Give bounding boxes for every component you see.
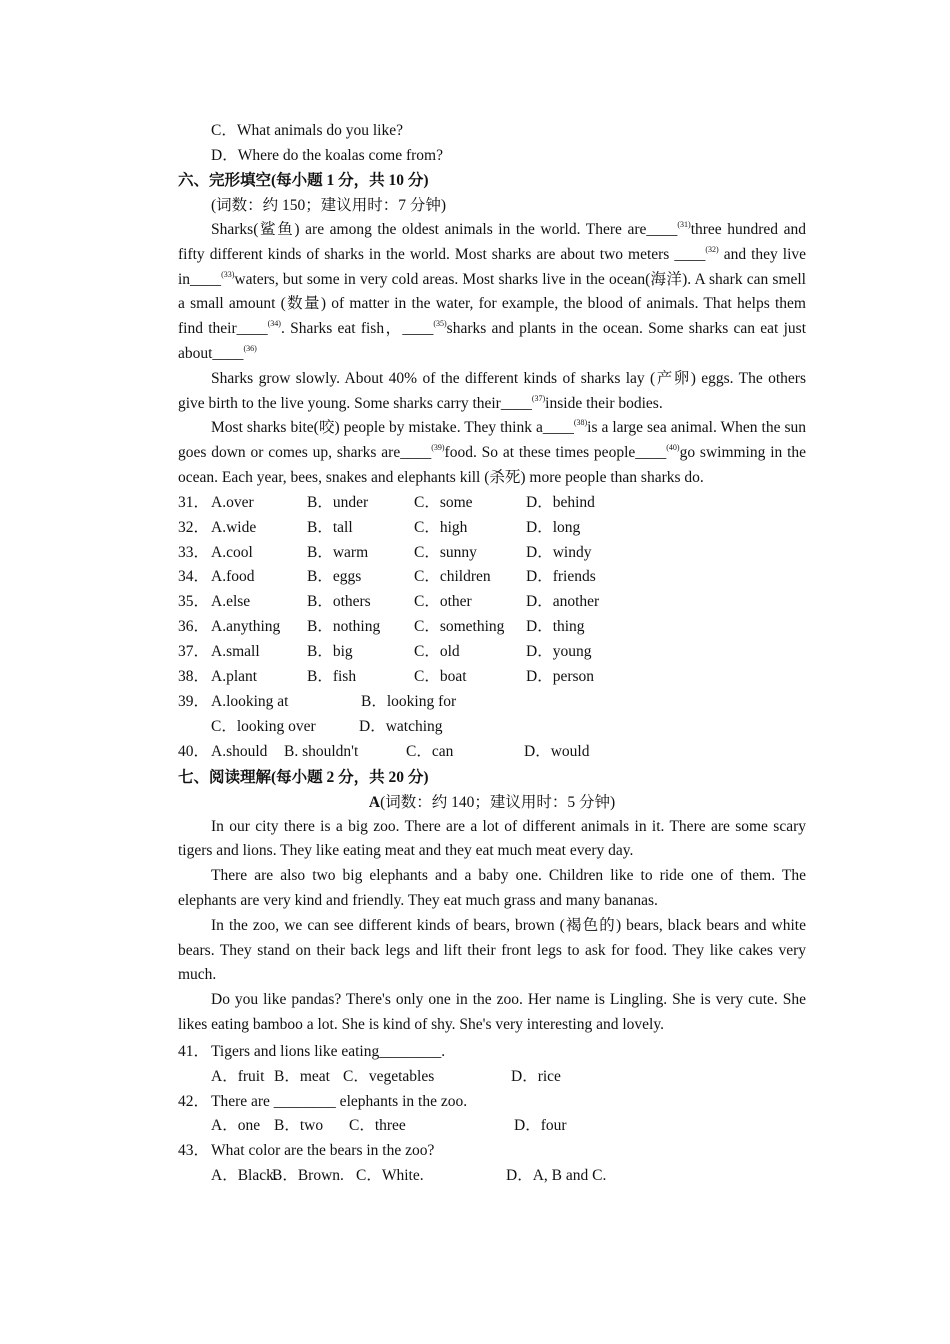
option: D．four: [514, 1117, 567, 1135]
option: D．person: [526, 668, 595, 685]
option: A.small: [211, 643, 260, 661]
question-stem: There are ________ elephants in the zoo.: [211, 1092, 468, 1110]
question-row: [178, 640, 806, 665]
question-number: 34．: [178, 568, 210, 586]
question-row: [178, 516, 806, 541]
cloze-paragraph-2: Sharks grow slowly. About 40% of the different kinds of sharks lay (产卵) eggs. The others give birth to the live young. Some sharks carry their____$^{(37)}$inside their bodies.: [178, 369, 806, 412]
option: D．would: [524, 742, 590, 760]
exam-page: [178, 118, 806, 1189]
option: C．White.: [356, 1167, 424, 1185]
option: A.else: [211, 593, 251, 611]
question-stem-row: [178, 1040, 806, 1065]
option: B．tall: [307, 518, 353, 536]
option: C．can: [406, 742, 454, 760]
question-options-row: [178, 1114, 806, 1139]
question-number: 33．: [178, 543, 210, 561]
option: D．rice: [511, 1067, 561, 1085]
question-number: 38．: [178, 668, 210, 685]
option: A.anything: [211, 618, 281, 636]
section7-heading: 七、阅读理解(每小题 2 分，共 20 分): [178, 768, 429, 786]
option: D．friends: [526, 568, 596, 586]
option: C．something: [414, 618, 505, 636]
reading-paragraph: Do you like pandas? There's only one in the zoo. Her name is Lingling. She is very cute. She likes eating bamboo a lot. She is kind of shy. She's very interesting and lovely.: [178, 991, 806, 1033]
cloze-paragraph-1: Sharks(鲨鱼) are among the oldest animals in the world. There are____$^{(31)}$three hundred and fifty different kinds of sharks in the world. Most sharks are about two meters ____$^{(32)}$ and they live in____$^{(33)}$waters, but some in very cold areas. Most sharks live in the ocean(海洋). A shark can smell a small amount (数量) of matter in the water, for example, the blood of animals. That helps them find their____$^{(34)}$. Sharks eat fish，____$^{(35)}$sharks and plants in the ocean. Some sharks can eat just about____$^{(36)}$: [178, 220, 807, 362]
cloze-questions: [178, 491, 806, 690]
option: D．watching: [359, 717, 443, 735]
reading-questions: [178, 1040, 806, 1189]
option: A．Black.: [211, 1167, 278, 1185]
option: A.over: [211, 493, 254, 511]
section6-heading: 六、完形填空(每小题 1 分，共 10 分): [178, 172, 429, 189]
cloze-paragraph-3: Most sharks bite(咬) people by mistake. They think a____$^{(38)}$is a large sea animal. When the sun goes down or comes up, sharks are____$^{(39)}$food. So at these times people____$^{(40)}$go swimming in the ocean. Each year, bees, snakes and elephants kill (杀死) more people than sharks do.: [178, 418, 807, 486]
option: B．warm: [307, 543, 369, 561]
option-c-prev: C．What animals do you like?: [211, 122, 403, 139]
option: C．looking over: [211, 717, 316, 735]
question-stem-row: [178, 1139, 806, 1164]
question-row: [178, 665, 806, 690]
option: C．sunny: [414, 543, 477, 561]
option: C．three: [349, 1117, 406, 1135]
question-row: [178, 491, 806, 516]
option: B. shouldn't: [284, 742, 359, 760]
option: D．young: [526, 643, 592, 661]
question-number: 39．: [178, 692, 210, 710]
option: B．others: [307, 593, 371, 611]
option: C．some: [414, 493, 473, 511]
option: A.food: [211, 568, 255, 586]
option: C．old: [414, 643, 460, 661]
question-39: [178, 690, 806, 715]
question-number: 41．: [178, 1042, 210, 1060]
option: A.plant: [211, 668, 258, 685]
option: B．fish: [307, 668, 357, 685]
section7-subheading: A(词数：约 140；建议用时：5 分钟): [368, 793, 616, 811]
option: B．nothing: [307, 618, 381, 636]
reading-paragraph: In the zoo, we can see different kinds of bears, brown (褐色的) bears, black bears and white bears. They stand on their back legs and lift their front legs to ask for food. They like cakes very much.: [178, 916, 806, 984]
question-number: 37．: [178, 643, 210, 661]
option: A.should: [211, 742, 268, 760]
reading-paragraph: In our city there is a big zoo. There are a lot of different animals in it. There are some scary tigers and lions. They like eating meat and they eat much meat every day.: [178, 817, 806, 860]
question-stem: Tigers and lions like eating________.: [211, 1042, 446, 1060]
option: B．meat: [274, 1067, 330, 1085]
option: A.wide: [211, 518, 257, 536]
option-d-prev: D．Where do the koalas come from?: [211, 147, 443, 164]
question-row: [178, 565, 806, 590]
question-number: 31．: [178, 493, 210, 511]
option: A.cool: [211, 543, 253, 561]
option: B．eggs: [307, 568, 362, 586]
question-row: [178, 590, 806, 615]
question-row: [178, 615, 806, 640]
question-39-row2: [178, 715, 806, 740]
option: A．fruit: [211, 1067, 265, 1085]
option: B．Brown.: [272, 1167, 344, 1185]
option: D．behind: [526, 493, 595, 511]
option: D．long: [526, 518, 581, 536]
option: B．under: [307, 493, 369, 511]
option: C．other: [414, 593, 472, 611]
option: C．vegetables: [343, 1067, 435, 1085]
reading-paragraph: There are also two big elephants and a baby one. Children like to ride one of them. The elephants are very kind and friendly. They eat much grass and many bananas.: [178, 867, 806, 909]
question-options-row: [178, 1065, 806, 1090]
section6-note: (词数：约 150；建议用时：7 分钟): [211, 197, 447, 214]
question-number: 36．: [178, 618, 210, 636]
option: B．looking for: [361, 692, 457, 710]
question-options-row: [178, 1164, 806, 1189]
option: A．one: [211, 1117, 261, 1135]
question-stem: What color are the bears in the zoo?: [211, 1142, 435, 1160]
question-stem-row: [178, 1090, 806, 1115]
question-40: [178, 740, 806, 765]
option: D．another: [526, 593, 600, 611]
option: C．high: [414, 518, 468, 536]
question-number: 32．: [178, 518, 210, 536]
option: D．A, B and C.: [506, 1167, 607, 1185]
option: B．two: [274, 1117, 324, 1135]
option: D．windy: [526, 543, 592, 561]
question-number: 42．: [178, 1092, 210, 1110]
question-number: 43．: [178, 1142, 210, 1160]
option: C．boat: [414, 668, 467, 685]
option: C．children: [414, 568, 491, 586]
option: A.looking at: [211, 692, 289, 710]
question-number: 35．: [178, 593, 210, 611]
option: D．thing: [526, 618, 585, 636]
option: B．big: [307, 643, 353, 661]
question-number: 40．: [178, 742, 210, 760]
question-row: [178, 541, 806, 566]
